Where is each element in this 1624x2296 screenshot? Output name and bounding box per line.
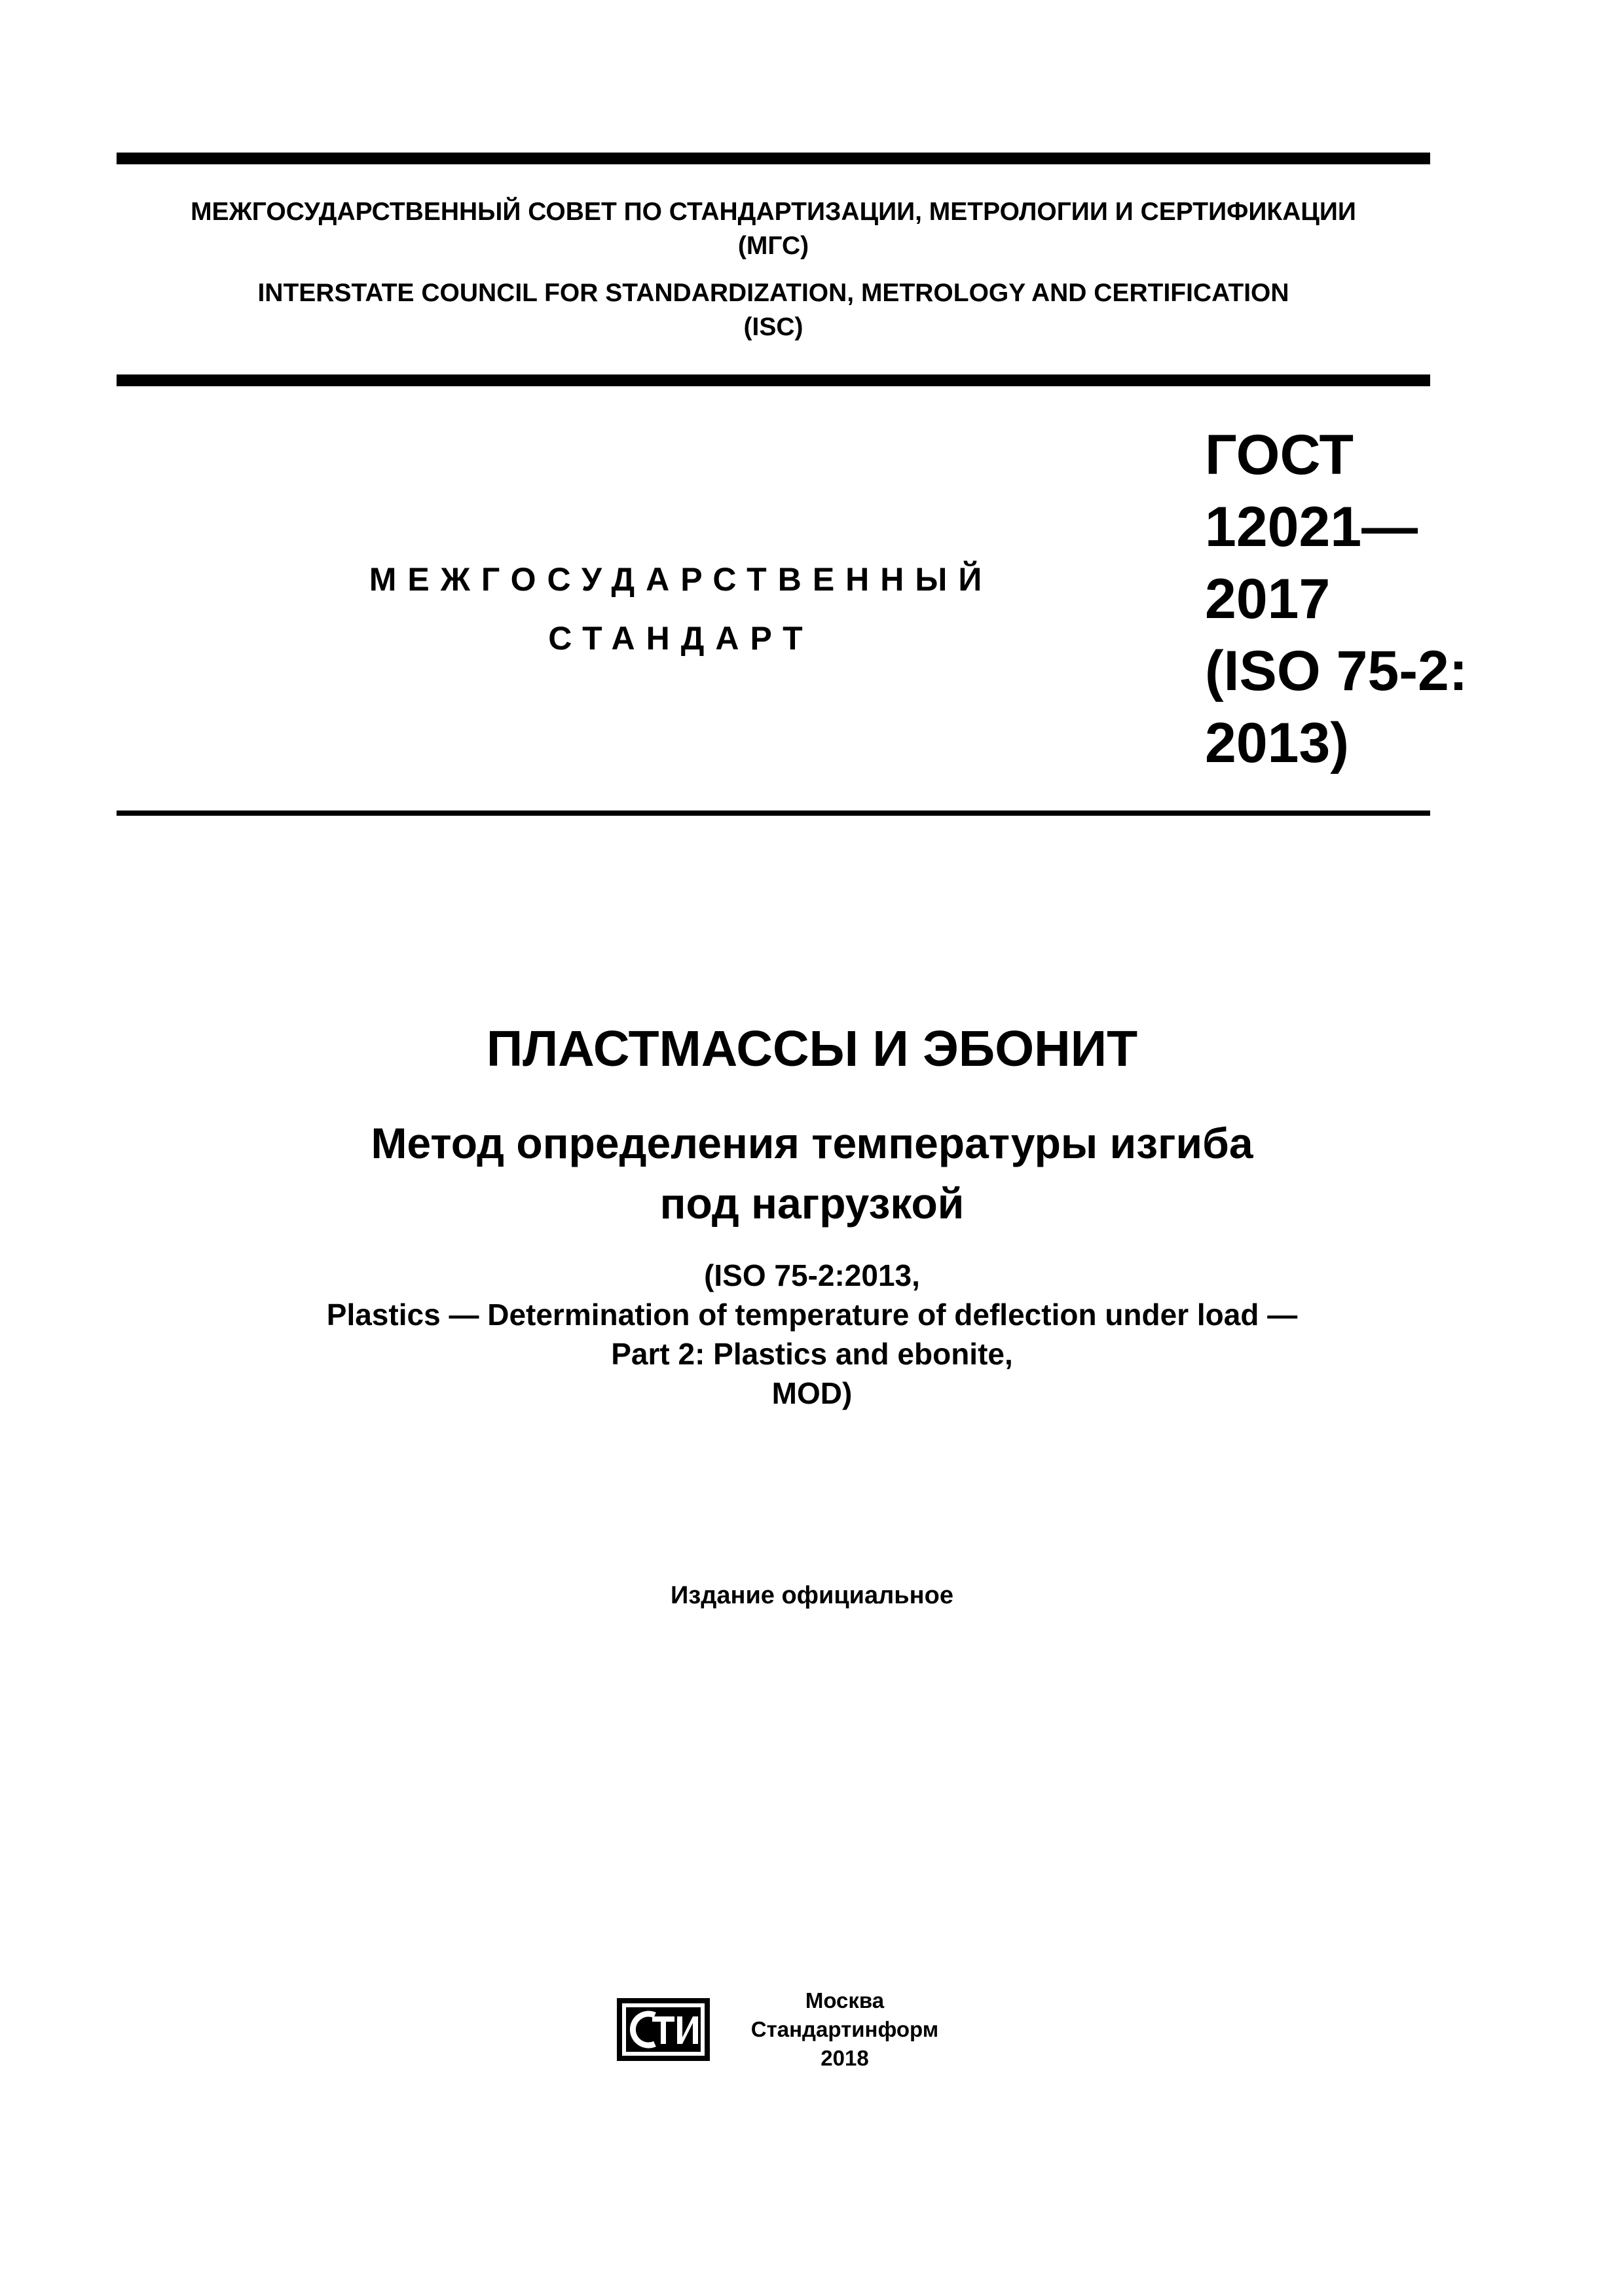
standard-type-line2: СТАНДАРТ <box>548 620 814 657</box>
gost-designation <box>1205 419 1467 779</box>
publisher-year: 2018 <box>821 2046 869 2070</box>
gost-line5: 2013) <box>1205 712 1349 774</box>
iso-reference-line2: Plastics — Determination of temperature of deflection under load — <box>326 1298 1298 1332</box>
iso-reference-line1: (ISO 75-2:2013, <box>704 1258 920 1292</box>
council-en-name: INTERSTATE COUNCIL FOR STANDARDIZATION, METROLOGY AND CERTIFICATION <box>257 279 1289 307</box>
edition-label: Издание официальное <box>671 1582 953 1609</box>
subtitle-line2: под нагрузкой <box>659 1179 965 1228</box>
subtitle-line1: Метод определения температуры изгиба <box>371 1119 1253 1167</box>
document-subtitle <box>0 1113 1624 1233</box>
gost-line4: (ISO 75-2: <box>1205 640 1468 702</box>
council-ru-name: МЕЖГОСУДАРСТВЕННЫЙ СОВЕТ ПО СТАНДАРТИЗАЦИИ, МЕТРОЛОГИИ И СЕРТИФИКАЦИИ <box>191 198 1356 226</box>
iso-reference <box>0 1256 1624 1413</box>
gost-line1: ГОСТ <box>1205 424 1354 486</box>
gost-line2: 12021— <box>1205 496 1418 558</box>
header-bottom-rule <box>117 374 1430 386</box>
designation-bottom-rule <box>117 811 1430 816</box>
publisher-info <box>727 1986 963 2073</box>
top-rule <box>117 153 1430 164</box>
publisher-name: Стандартинформ <box>750 2017 939 2041</box>
standard-type-line1: МЕЖГОСУДАРСТВЕННЫЙ <box>369 561 993 598</box>
publisher-logo-icon <box>616 1997 711 2062</box>
publisher-city: Москва <box>805 1988 885 2013</box>
council-en-abbr: (ISC) <box>743 313 803 341</box>
document-title: ПЛАСТМАССЫ И ЭБОНИТ <box>486 1021 1138 1077</box>
iso-reference-line3: Part 2: Plastics and ebonite, <box>611 1337 1013 1371</box>
iso-reference-line4: MOD) <box>771 1376 853 1410</box>
gost-line3: 2017 <box>1205 568 1331 630</box>
council-ru-abbr: (МГС) <box>737 232 809 260</box>
standard-type <box>288 550 1074 668</box>
